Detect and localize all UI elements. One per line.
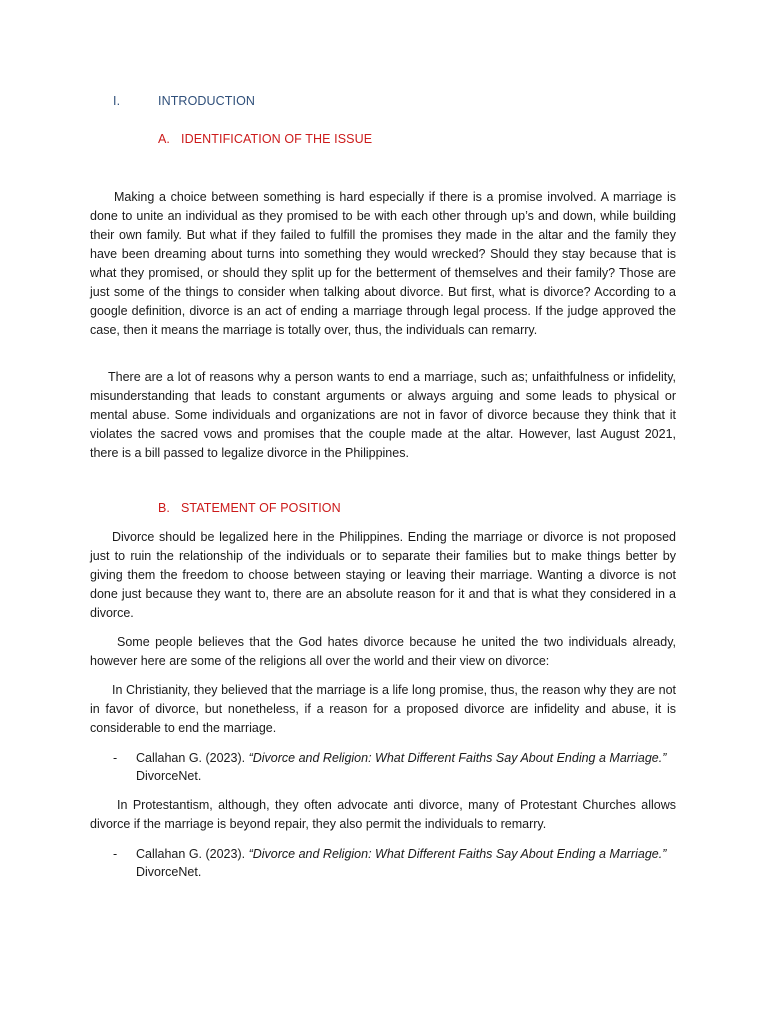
paragraph-christianity: In Christianity, they believed that the marriage is a life long promise, thus, the reason why they are not in favor of divorce, but nonetheless, if a reason for a proposed divorce are infidelity and abuse, it is considerable to end the marriage.	[90, 683, 676, 735]
reference-title: “Divorce and Religion: What Different Faiths Say About Ending a Marriage.”	[248, 847, 667, 861]
paragraph-position-2: Some people believes that the God hates divorce because he united the two individuals already, however here are some of the religions all over the world and their view on divorce:	[90, 635, 676, 668]
reference-source: DivorceNet.	[136, 865, 202, 879]
section-heading	[113, 94, 255, 108]
reference-dash: -	[113, 847, 118, 861]
reference-item	[113, 749, 676, 785]
section-number: I.	[113, 94, 121, 108]
reference-title: “Divorce and Religion: What Different Faiths Say About Ending a Marriage.”	[248, 751, 667, 765]
paragraph-protestantism: In Protestantism, although, they often advocate anti divorce, many of Protestant Churches allows divorce if the marriage is beyond repair, they also permit the individuals to remarry.	[90, 798, 676, 831]
reference-item	[113, 845, 676, 881]
section-title: INTRODUCTION	[158, 94, 256, 108]
subsection-a-number: A.	[158, 132, 171, 146]
reference-source: DivorceNet.	[136, 769, 202, 783]
subsection-a-title: IDENTIFICATION OF THE ISSUE	[181, 132, 373, 146]
paragraph-intro-1: Making a choice between something is hard especially if there is a promise involved. A marriage is done to unite an individual as they promised to be with each other through up’s and down, while building their own family. But what if they failed to fulfill the promises they made in the altar and the family they have been dreaming about turns into something they would wrecked? Should they stay because that is what they promised, or should they split up for the betterment of themselves and their family? Those are just some of the things to consider when talking about divorce. But first, what is divorce? According to a google definition, divorce is an act of ending a marriage through legal process. If the judge approved the case, then it means the marriage is totally over, thus, the individuals can remarry.	[90, 190, 676, 337]
paragraph-intro-2: There are a lot of reasons why a person wants to end a marriage, such as; unfaithfulness or infidelity, misunderstanding that leads to constant arguments or always arguing and some leads to physical or mental abuse. Some individuals and organizations are not in favor of divorce because they think that it violates the sacred vows and promises that the couple made at the altar. However, last August 2021, there is a bill passed to legalize divorce in the Philippines.	[90, 370, 676, 460]
reference-author: Callahan G. (2023).	[136, 847, 246, 861]
reference-author: Callahan G. (2023).	[136, 751, 246, 765]
subsection-heading-b	[158, 501, 341, 515]
paragraph-position-1: Divorce should be legalized here in the Philippines. Ending the marriage or divorce is not proposed just to ruin the relationship of the individuals or to separate their families but to make things better by giving them the freedom to choose between staying or leaving their marriage. Wanting a divorce is not done just because they want to, there are an absolute reason for it and that is what they considered in a divorce.	[90, 530, 676, 620]
subsection-b-title: STATEMENT OF POSITION	[181, 501, 341, 515]
reference-dash: -	[113, 751, 118, 765]
subsection-b-number: B.	[158, 501, 171, 515]
subsection-heading-a	[158, 132, 372, 146]
